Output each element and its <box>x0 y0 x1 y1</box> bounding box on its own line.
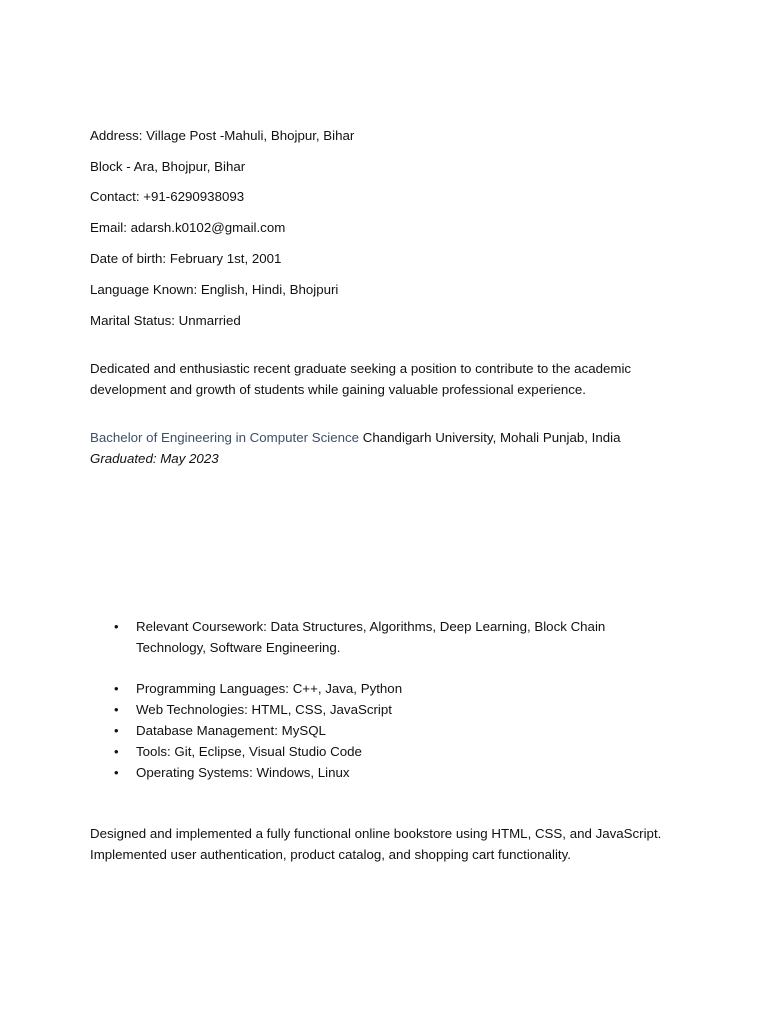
dob-line: Date of birth: February 1st, 2001 <box>90 251 282 266</box>
graduation-date: Graduated: May 2023 <box>90 451 219 466</box>
degree-title: Bachelor of Engineering in Computer Science <box>90 430 360 445</box>
bullet-icon: • <box>114 619 119 634</box>
bullet-icon: • <box>114 681 119 696</box>
list-item <box>90 699 690 720</box>
languages-line: Language Known: English, Hindi, Bhojpuri <box>90 282 339 297</box>
bullet-icon: • <box>114 702 119 717</box>
objective-line-2: development and growth of students while gaining valuable professional experience. <box>90 382 586 397</box>
skills-list <box>90 678 690 783</box>
coursework-line-1: Relevant Coursework: Data Structures, Algorithms, Deep Learning, Block Chain <box>136 619 606 634</box>
list-item <box>90 762 690 783</box>
skill-text: Web Technologies: HTML, CSS, JavaScript <box>136 702 392 717</box>
address-line: Address: Village Post -Mahuli, Bhojpur, Bihar <box>90 128 355 143</box>
project-line-1: Designed and implemented a fully functional online bookstore using HTML, CSS, and JavaScript. <box>90 826 662 841</box>
resume-page <box>90 0 700 1024</box>
list-item <box>90 616 690 658</box>
objective-paragraph <box>90 358 690 400</box>
contact-line: Contact: +91-6290938093 <box>90 189 245 204</box>
bullet-icon: • <box>114 765 119 780</box>
project-paragraph <box>90 823 690 865</box>
list-item <box>90 741 690 762</box>
coursework-line-2: Technology, Software Engineering. <box>136 640 341 655</box>
email-line: Email: adarsh.k0102@gmail.com <box>90 220 286 235</box>
skill-text: Programming Languages: C++, Java, Python <box>136 681 403 696</box>
bullet-icon: • <box>114 744 119 759</box>
project-line-2: Implemented user authentication, product catalog, and shopping cart functionality. <box>90 847 571 862</box>
skill-text: Tools: Git, Eclipse, Visual Studio Code <box>136 744 362 759</box>
block-line: Block - Ara, Bhojpur, Bihar <box>90 159 246 174</box>
institution-name: Chandigarh University, Mohali Punjab, India <box>359 430 621 445</box>
objective-line-1: Dedicated and enthusiastic recent graduate seeking a position to contribute to the academic <box>90 361 632 376</box>
bullet-icon: • <box>114 723 119 738</box>
list-item <box>90 678 690 699</box>
education-entry <box>90 428 620 448</box>
coursework-list <box>90 616 690 658</box>
list-item <box>90 720 690 741</box>
skill-text: Operating Systems: Windows, Linux <box>136 765 350 780</box>
marital-status-line: Marital Status: Unmarried <box>90 313 241 328</box>
skill-text: Database Management: MySQL <box>136 723 326 738</box>
